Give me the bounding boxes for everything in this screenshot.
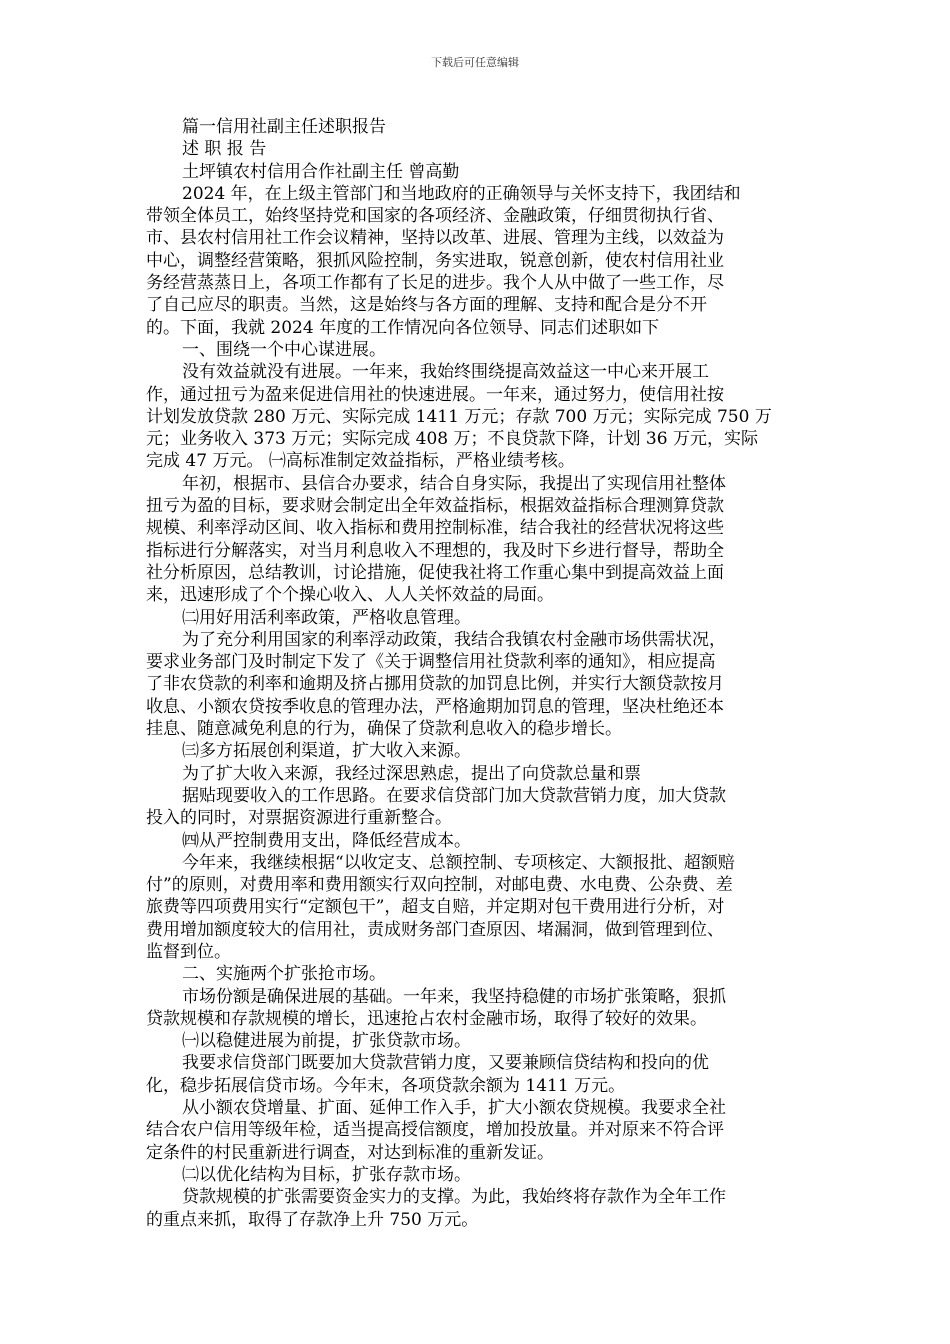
- text-line: 来，迅速形成了个个操心收入、人人关怀效益的局面。: [146, 585, 554, 606]
- text-line: 没有效益就没有进展。一年来，我始终围绕提高效益这一中心来开展工: [182, 362, 709, 383]
- text-line: 社分析原因，总结教训，讨论措施，促使我社将工作重心集中到提高效益上面: [146, 562, 724, 583]
- text-line: 规模、利率浮动区间、收入指标和费用控制标准，结合我社的经营状况将这些: [146, 518, 724, 539]
- text-line: 化，稳步拓展信贷市场。今年末，各项贷款余额为 1411 万元。: [146, 1075, 626, 1096]
- text-line: 元；业务收入 373 万元；实际完成 408 万；不良贷款下降，计划 36 万元，实际: [146, 429, 758, 450]
- text-line: 作，通过扭亏为盈来促进信用社的快速进展。一年来，通过努力，使信用社按: [146, 384, 724, 405]
- text-line: 完成 47 万元。 ㈠高标准制定效益指标，严格业绩考核。: [146, 451, 575, 472]
- text-line: 年初，根据市、县信合办要求，结合自身实际，我提出了实现信用社整体: [182, 473, 726, 494]
- text-line: 贷款规模和存款规模的增长，迅速抢占农村金融市场，取得了较好的效果。: [146, 1008, 707, 1029]
- text-line: 述 职 报 告: [182, 139, 267, 160]
- text-line: 贷款规模的扩张需要资金实力的支撑。为此，我始终将存款作为全年工作: [182, 1187, 726, 1208]
- text-line: ㈠以稳健进展为前提，扩张贷款市场。: [182, 1031, 471, 1052]
- text-line: 旅费等四项费用实行“定额包干”，超支自赔，并定期对包干费用进行分析，对: [146, 897, 725, 918]
- text-line: 扭亏为盈的目标，要求财会制定出全年效益指标，根据效益指标合理测算贷款: [146, 496, 724, 517]
- text-line: 投入的同时，对票据资源进行重新整合。: [146, 808, 452, 829]
- text-line: 费用增加额度较大的信用社，责成财务部门查原因、堵漏洞，做到管理到位、: [146, 919, 724, 940]
- text-line: 的重点来抓，取得了存款净上升 750 万元。: [146, 1209, 479, 1230]
- text-line: 结合农户信用等级年检，适当提高授信额度，增加投放量。并对原来不符合评: [146, 1120, 724, 1141]
- text-line: 指标进行分解落实，对当月利息收入不理想的，我及时下乡进行督导，帮助全: [146, 540, 724, 561]
- text-line: 篇一信用社副主任述职报告: [182, 117, 386, 137]
- text-line: 今年来，我继续根据“以收定支、总额控制、专项核定、大额报批、超额赔: [182, 852, 735, 873]
- text-line: 土坪镇农村信用合作社副主任 曾高勤: [182, 161, 460, 182]
- text-line: 市、县农村信用社工作会议精神，坚持以改革、进展、管理为主线，以效益为: [146, 228, 724, 249]
- text-line: 带领全体员工，始终坚持党和国家的各项经济、金融政策，仔细贯彻执行省、: [146, 206, 724, 227]
- text-line: 的。下面，我就 2024 年度的工作情况向各位领导、同志们述职如下: [146, 317, 660, 338]
- text-line: ㈢多方拓展创利渠道，扩大收入来源。: [182, 741, 471, 762]
- text-line: 定条件的村民重新进行调查，对达到标准的重新发证。: [146, 1142, 554, 1163]
- text-line: 市场份额是确保进展的基础。一年来，我坚持稳健的市场扩张策略，狠抓: [182, 986, 726, 1007]
- text-line: 为了扩大收入来源，我经过深思熟虑，提出了向贷款总量和票: [182, 763, 641, 784]
- text-line: 务经营蒸蒸日上，各项工作都有了长足的进步。我个人从中做了一些工作，尽: [146, 273, 724, 294]
- page-header-note: 下载后可任意编辑: [431, 56, 519, 69]
- document-body: [146, 116, 810, 1231]
- text-line: 要求业务部门及时制定下发了《关于调整信用社贷款利率的通知》，相应提高: [146, 652, 716, 673]
- text-line: 2024 年，在上级主管部门和当地政府的正确领导与关怀支持下，我团结和: [182, 183, 741, 204]
- text-line: 据贴现要收入的工作思路。在要求信贷部门加大贷款营销力度，加大贷款: [182, 785, 726, 806]
- text-line: ㈡以优化结构为目标，扩张存款市场。: [182, 1164, 471, 1185]
- text-line: 中心，调整经营策略，狠抓风险控制，务实进取，锐意创新，使农村信用社业: [146, 250, 724, 271]
- text-line: 一、围绕一个中心谋进展。: [182, 339, 386, 360]
- text-line: 从小额农贷增量、扩面、延伸工作入手，扩大小额农贷规模。我要求全社: [182, 1098, 726, 1119]
- text-line: 付”的原则，对费用率和费用额实行双向控制，对邮电费、水电费、公杂费、差: [146, 875, 733, 896]
- text-line: 计划发放贷款 280 万元、实际完成 1411 万元；存款 700 万元；实际完成 750 万: [146, 406, 772, 427]
- text-line: 收息、小额农贷按季收息的管理办法，严格逾期加罚息的管理，坚决杜绝还本: [146, 696, 724, 717]
- text-line: ㈡用好用活利率政策，严格收息管理。: [182, 607, 471, 628]
- text-line: 二、实施两个扩张抢市场。: [182, 964, 386, 985]
- text-line: ㈣从严控制费用支出，降低经营成本。: [182, 830, 471, 851]
- text-line: 挂息、随意减免利息的行为，确保了贷款利息收入的稳步增长。: [146, 719, 622, 740]
- text-line: 我要求信贷部门既要加大贷款营销力度，又要兼顾信贷结构和投向的优: [182, 1053, 709, 1074]
- text-line: 为了充分利用国家的利率浮动政策，我结合我镇农村金融市场供需状况，: [182, 629, 726, 650]
- text-line: 了非农贷款的利率和逾期及挤占挪用贷款的加罚息比例，并实行大额贷款按月: [146, 674, 724, 695]
- text-line: 了自己应尽的职责。当然，这是始终与各方面的理解、支持和配合是分不开: [146, 295, 707, 316]
- text-line: 监督到位。: [146, 941, 231, 962]
